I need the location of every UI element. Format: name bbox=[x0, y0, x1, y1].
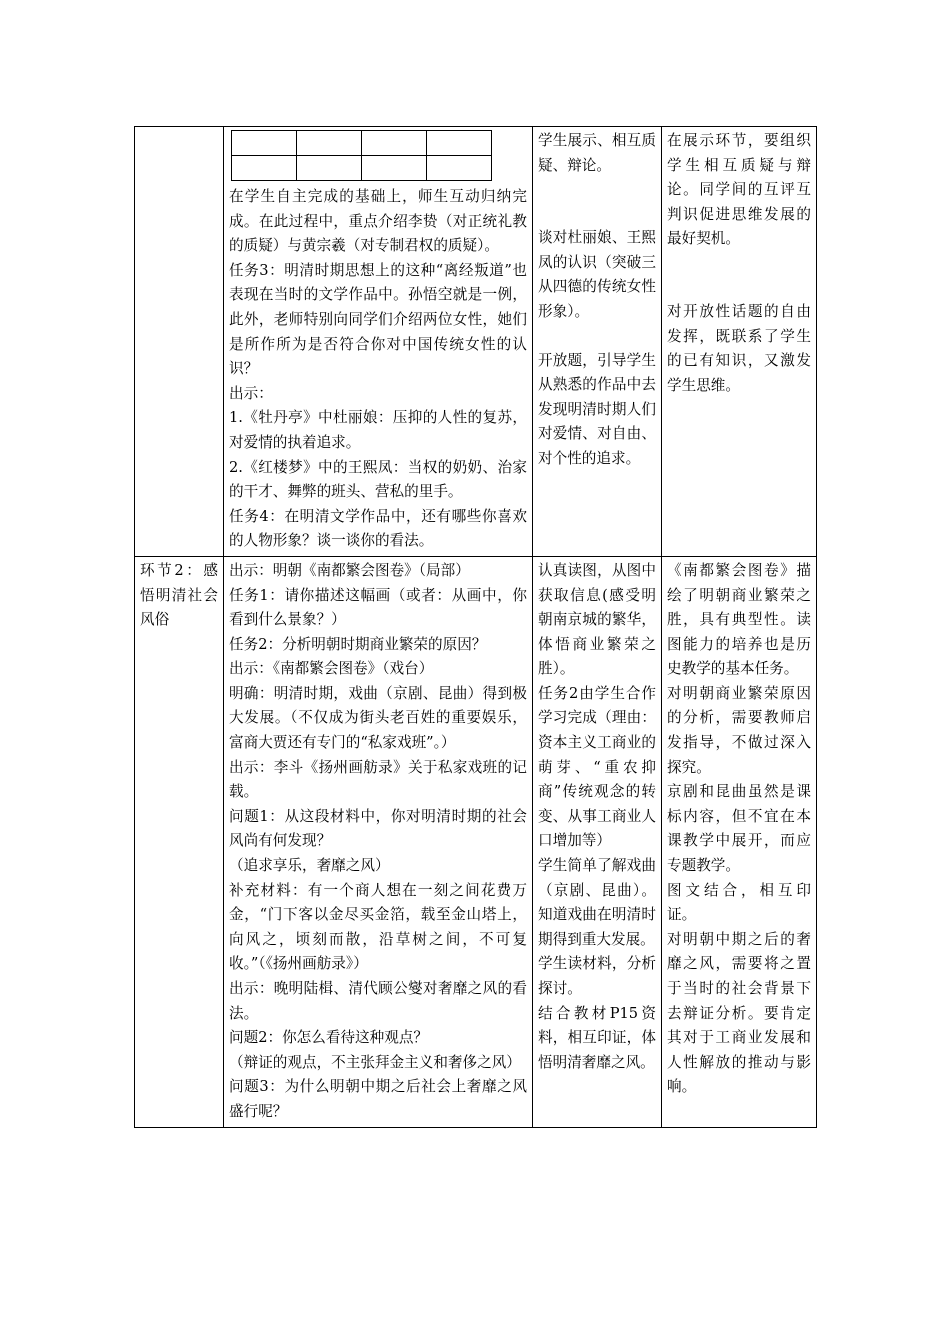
content-paragraph: 任务1：请你描述这幅画（或者：从画中，你看到什么景象？） bbox=[229, 586, 527, 629]
lesson-plan-table bbox=[134, 126, 817, 1128]
content-paragraph: 2.《红楼梦》中的王熙凤：当权的奶奶、治家的干才、舞弊的班头、营私的里手。 bbox=[229, 458, 527, 501]
blank-grid-cell bbox=[297, 131, 362, 156]
content-paragraph: 补充材料：有一个商人想在一刻之间花费万金，“门下客以金尽买金箔，载至金山塔上，向风之，顷刻而散，沿草树之间，不可复收。”（《扬州画舫录》） bbox=[229, 881, 527, 973]
teaching-content-cell bbox=[224, 127, 533, 557]
intent-paragraph: 图文结合，相互印证。 bbox=[667, 881, 811, 924]
blank-grid-cell bbox=[362, 131, 427, 156]
blank-grid-row bbox=[232, 131, 492, 156]
activity-paragraph: 学生展示、相互质疑、辩论。 bbox=[538, 132, 656, 174]
content-paragraph: 出示：李斗《扬州画舫录》关于私家戏班的记载。 bbox=[229, 758, 527, 801]
design-intent-cell bbox=[662, 127, 817, 557]
student-activity-cell bbox=[533, 556, 662, 1127]
table-row bbox=[135, 556, 817, 1127]
blank-grid-cell bbox=[362, 156, 427, 181]
activity-paragraph: 学生读材料，分析探讨。 bbox=[538, 955, 656, 997]
activity-paragraph: 学生简单了解戏曲（京剧、昆曲）。知道戏曲在明清时期得到重大发展。 bbox=[538, 857, 656, 948]
content-paragraph: 问题2：你怎么看待这种观点？ bbox=[229, 1029, 429, 1047]
content-paragraph: 明确：明清时期，戏曲（京剧、昆曲）得到极大发展。（不仅成为街头老百姓的重要娱乐，富商大贾还有专门的“私家戏班”。） bbox=[229, 684, 527, 752]
content-paragraph: 在学生自主完成的基础上，师生互动归纳完成。在此过程中，重点介绍李贽（对正统礼教的质疑）与黄宗羲（对专制君权的质疑）。 bbox=[229, 188, 527, 255]
intent-paragraph: 对明朝中期之后的奢靡之风，需要将之置于当时的社会背景下去辩证分析。要肯定其对于工商业发展和人性解放的推动与影响。 bbox=[667, 930, 811, 1096]
blank-grid-cell bbox=[232, 156, 297, 181]
content-paragraph: 任务3：明清时期思想上的这种“离经叛道”也表现在当时的文学作品中。孙悟空就是一例，此外，老师特别向同学们介绍两位女性，她们是所作所为是否符合你对中国传统女性的认识？ bbox=[229, 261, 527, 378]
activity-paragraph: 认真读图，从图中获取信息(感受明朝南京城的繁华，体悟商业繁荣之胜）。 bbox=[538, 561, 656, 678]
student-activity-cell bbox=[533, 127, 662, 557]
content-paragraph: 1.《牡丹亭》中杜丽娘：压抑的人性的复苏，对爱情的执着追求。 bbox=[229, 409, 527, 451]
intent-paragraph: 《南都繁会图卷》描绘了明朝商业繁荣之胜，具有典型性。读图能力的培养也是历史教学的基本任务。 bbox=[667, 561, 811, 678]
blank-grid-row bbox=[232, 156, 492, 181]
stage-cell bbox=[135, 127, 224, 557]
content-paragraph: 出示：晚明陆楫、清代顾公燮对奢靡之风的看法。 bbox=[229, 980, 527, 1022]
intent-paragraph: 对开放性话题的自由发挥，既联系了学生的已有知识，又激发学生思维。 bbox=[667, 302, 811, 394]
intent-paragraph: 京剧和昆曲虽然是课标内容，但不宜在本课教学中展开，而应专题教学。 bbox=[667, 783, 811, 875]
content-paragraph: 出示：《南都繁会图卷》（戏台） bbox=[229, 660, 434, 678]
activity-paragraph: 任务2由学生合作学习完成（理由：资本主义工商业的萌芽、“重农抑商”传统观念的转变、从事工商业人口增加等） bbox=[538, 684, 656, 850]
design-intent-cell bbox=[662, 556, 817, 1127]
table-row bbox=[135, 127, 817, 557]
content-paragraph: 任务4：在明清文学作品中，还有哪些你喜欢的人物形象？谈一谈你的看法。 bbox=[229, 507, 527, 550]
blank-grid-cell bbox=[297, 156, 362, 181]
stage-cell: 环节2：感悟明清社会风俗 bbox=[135, 556, 224, 1127]
blank-grid-cell bbox=[427, 131, 492, 156]
content-paragraph: 问题3：为什么明朝中期之后社会上奢靡之风盛行呢？ bbox=[229, 1078, 527, 1120]
blank-grid-cell bbox=[427, 156, 492, 181]
content-paragraph: 问题1：从这段材料中，你对明清时期的社会风尚有何发现？ bbox=[229, 807, 527, 850]
activity-paragraph: 结合教材P15资料，相互印证，体悟明清奢靡之风。 bbox=[538, 1004, 656, 1071]
content-paragraph: （追求享乐，奢靡之风） bbox=[229, 857, 390, 875]
intent-paragraph: 在展示环节，要组织学生相互质疑与辩论。同学间的互评互判识促进思维发展的最好契机。 bbox=[667, 132, 811, 248]
activity-paragraph: 开放题，引导学生从熟悉的作品中去发现明清时期人们对爱情、对自由、对个性的追求。 bbox=[538, 351, 656, 467]
content-paragraph: 出示：明朝《南都繁会图卷》（局部） bbox=[229, 561, 470, 579]
blank-grid-table bbox=[231, 130, 492, 181]
teaching-content-cell bbox=[224, 556, 533, 1127]
content-paragraph: （辩证的观点，不主张拜金主义和奢侈之风） bbox=[229, 1053, 521, 1071]
activity-paragraph: 谈对杜丽娘、王熙凤的认识（突破三从四德的传统女性形象）。 bbox=[538, 229, 656, 320]
content-paragraph: 出示： bbox=[229, 384, 273, 402]
content-paragraph: 任务2：分析明朝时期商业繁荣的原因？ bbox=[229, 635, 487, 653]
blank-grid-cell bbox=[232, 131, 297, 156]
intent-paragraph: 对明朝商业繁荣原因的分析，需要教师启发指导，不做过深入探究。 bbox=[667, 684, 811, 776]
